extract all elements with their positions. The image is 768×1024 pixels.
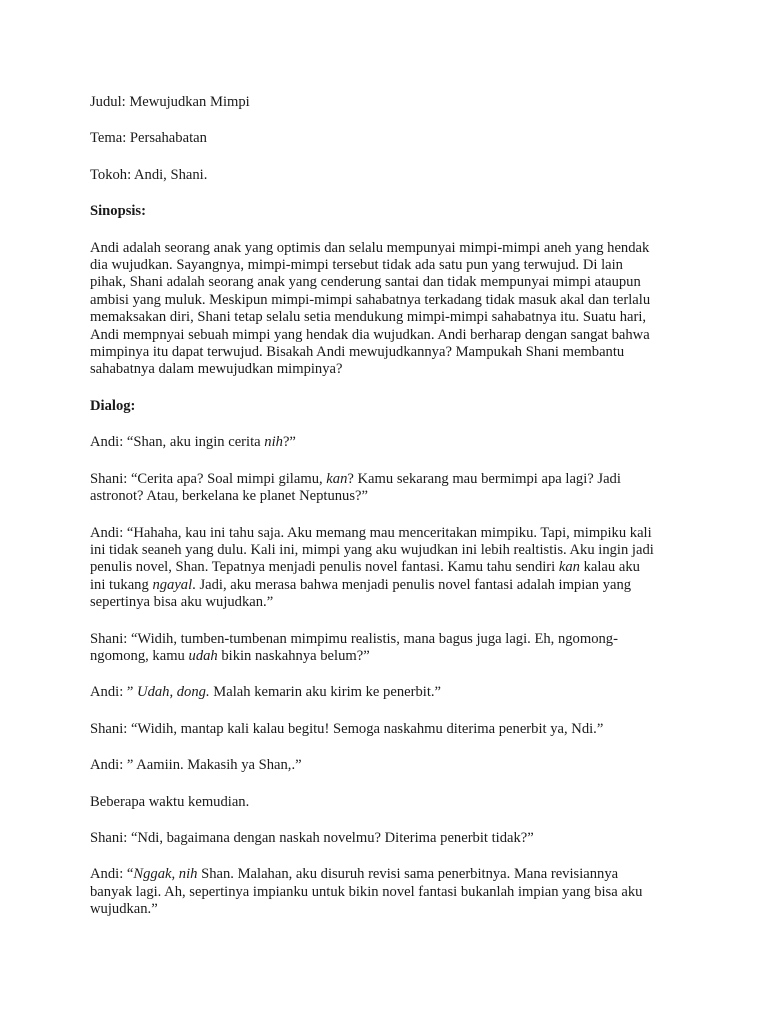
synopsis-paragraph bbox=[90, 240, 690, 379]
synopsis-heading: Sinopsis: bbox=[90, 203, 146, 220]
synopsis-line: Andi adalah seorang anak yang optimis dan selalu mempunyai mimpi-mimpi aneh yang hendak bbox=[90, 239, 650, 256]
document-page bbox=[90, 94, 690, 938]
dialog-line: Shani: “Widih, tumben-tumbenan mimpimu realistis, mana bagus juga lagi. Eh, ngomong- ngomong, kamu udah bikin naskahnya belum?” bbox=[90, 630, 618, 664]
narration-line: Beberapa waktu kemudian. bbox=[90, 793, 250, 810]
dialog-line: Shani: “Widih, mantap kali kalau begitu! Semoga naskahmu diterima penerbit ya, Ndi.” bbox=[90, 720, 604, 737]
synopsis-line: ambisi yang muluk. Meskipun mimpi-mimpi sahabatnya terkadang tidak masuk akal dan terlalu bbox=[90, 291, 651, 308]
dialog-line: Andi: “Shan, aku ingin cerita nih?” bbox=[90, 434, 296, 451]
dialog-line: Andi: “Nggak, nih Shan. Malahan, aku disuruh revisi sama penerbitnya. Mana revisiannya banyak lagi. Ah, sepertinya impianku untuk bikin novel fantasi bukanlah impian yang bisa aku wujudkan.” bbox=[90, 866, 643, 918]
synopsis-line: Andi mempnyai sebuah mimpi yang hendak dia wujudkan. Andi berharap dengan sangat bahwa bbox=[90, 326, 650, 343]
dialog-line: Andi: ” Aamiin. Makasih ya Shan,.” bbox=[90, 757, 302, 774]
synopsis-line: dia wujudkan. Sayangnya, mimpi-mimpi tersebut tidak ada satu pun yang terwujud. Di lain bbox=[90, 257, 623, 274]
characters-line: Tokoh: Andi, Shani. bbox=[90, 166, 208, 183]
synopsis-line: sahabatnya dalam mewujudkan mimpinya? bbox=[90, 361, 343, 378]
title-line: Judul: Mewujudkan Mimpi bbox=[90, 94, 250, 110]
theme-line: Tema: Persahabatan bbox=[90, 130, 207, 147]
dialog-line: Shani: “Cerita apa? Soal mimpi gilamu, kan? Kamu sekarang mau bermimpi apa lagi? Jadi astronot? Atau, berkelana ke planet Neptunus?” bbox=[90, 470, 621, 505]
dialog-line: Andi: ” Udah, dong. Malah kemarin aku kirim ke penerbit.” bbox=[90, 684, 442, 701]
synopsis-line: mimpinya itu dapat terwujud. Bisakah Andi mewujudkannya? Mampukah Shani membantu bbox=[90, 344, 625, 361]
synopsis-line: memaksakan diri, Shani tetap selalu setia mendukung mimpi-mimpi sahabatnya itu. Suatu hari, bbox=[90, 309, 647, 326]
dialog-heading: Dialog: bbox=[90, 397, 136, 414]
dialog-line: Shani: “Ndi, bagaimana dengan naskah novelmu? Diterima penerbit tidak?” bbox=[90, 829, 534, 846]
dialog-line: Andi: “Hahaha, kau ini tahu saja. Aku memang mau menceritakan mimpiku. Tapi, mimpiku kali ini tidak seaneh yang dulu. Kali ini, mimpi yang aku wujudkan ini lebih realtistis. Aku ingin jadi penulis novel, Shan. Tepatnya menjadi penulis novel fantasi. Kamu tahu sendiri kan kalau aku ini tukang ngayal. Jadi, aku merasa bahwa menjadi penulis novel fantasi adalah impian yang sepertinya bisa aku wujudkan.” bbox=[90, 524, 654, 611]
synopsis-line: pihak, Shani adalah seorang anak yang cenderung santai dan tidak mempunyai mimpi ataupun bbox=[90, 274, 641, 291]
